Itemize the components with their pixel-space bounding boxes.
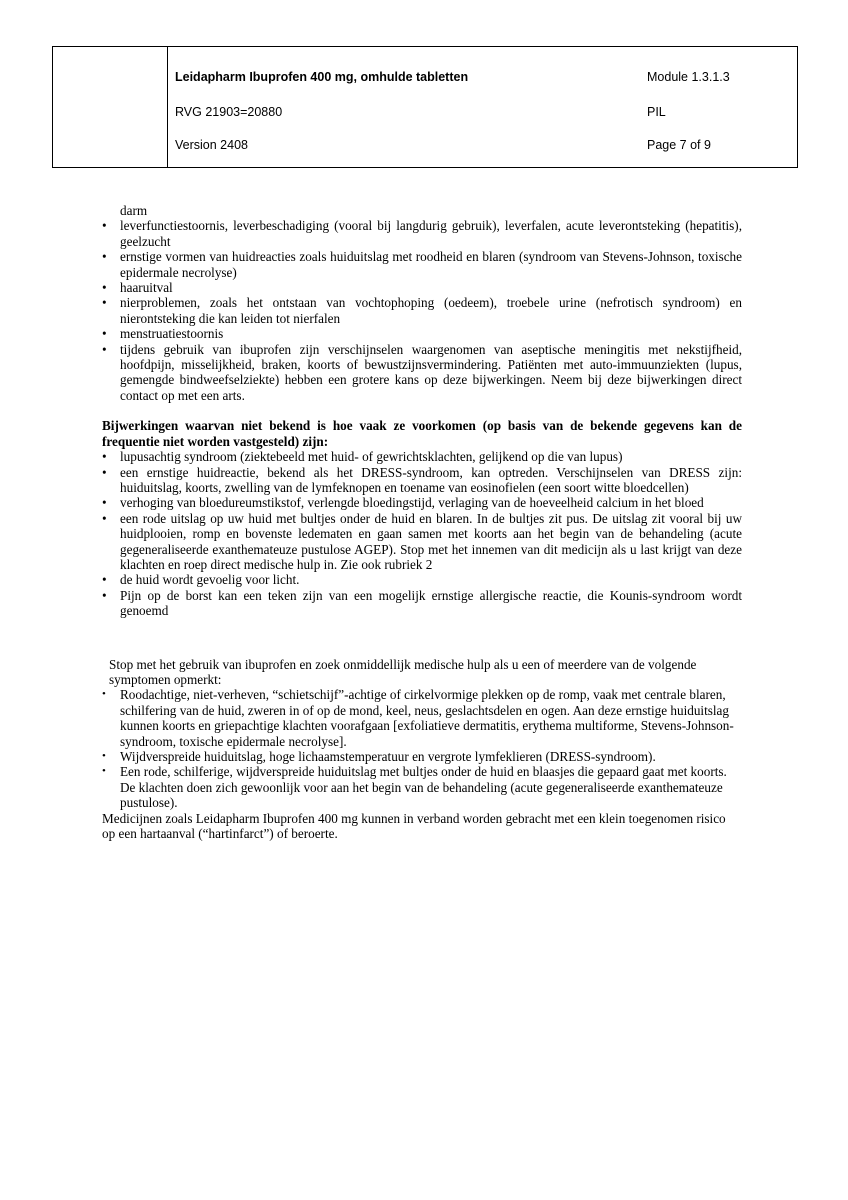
closing-paragraph: Medicijnen zoals Leidapharm Ibuprofen 400 mg kunnen in verband worden gebracht met een klein toegenomen risico op een hartaanval (“hartinfarct”) of beroerte. xyxy=(102,810,726,842)
side-effects-list-2 xyxy=(102,449,742,618)
list-item: • Roodachtige, niet-verheven, “schietschijf”-achtige of cirkelvormige plekken op de romp, vaak met centrale blaren, schilfering van de huid, zweren in of op de mond, keel, neus, geslachtsdelen en ogen. Aan deze ernstige huiduitslag kunnen koorts en griepachtige klachten voorafgaan [exfoliatieve dermatitis, erythema multiforme, Stevens-Johnson-syndroom, toxische epidermale necrolyse]. xyxy=(102,687,742,749)
document-body xyxy=(102,203,742,841)
continued-text: darm xyxy=(120,203,148,218)
list-item: • nierproblemen, zoals het ontstaan van vochtophoping (oedeem), troebele urine (nefrotisch syndroom) en nierontsteking die kan leiden tot nierfalen xyxy=(102,295,742,326)
rvg-number: RVG 21903=20880 xyxy=(175,105,283,119)
side-effects-list-1 xyxy=(102,218,742,403)
list-item: • Een rode, schilferige, wijdverspreide huiduitslag met bultjes onder de huid en blaasjes die gepaard gaat met koorts. De klachten doen zich gewoonlijk voor aan het begin van de behandeling (acute gegeneraliseerde exanthemateuze pustulose). xyxy=(102,764,742,810)
product-title: Leidapharm Ibuprofen 400 mg, omhulde tabletten xyxy=(175,70,469,84)
list-item: • een ernstige huidreactie, bekend als het DRESS-syndroom, kan optreden. Verschijnselen van DRESS zijn: huiduitslag, koorts, zwelling van de lymfeknopen en toename van eosinofielen (een soort witte bloedcellen) xyxy=(102,465,742,496)
document-type: PIL xyxy=(647,105,666,119)
stop-symptoms-list xyxy=(102,687,742,810)
list-item: • leverfunctiestoornis, leverbeschadiging (vooral bij langdurig gebruik), leverfalen, acute leverontsteking (hepatitis), geelzucht xyxy=(102,218,742,249)
list-item: • ernstige vormen van huidreacties zoals huiduitslag met roodheid en blaren (syndroom van Stevens-Johnson, toxische epidermale necrolyse) xyxy=(102,249,742,280)
list-item: • menstruatiestoornis xyxy=(102,326,742,341)
list-item: • de huid wordt gevoelig voor licht. xyxy=(102,572,742,587)
version-label: Version 2408 xyxy=(175,138,248,152)
header-logo-cell xyxy=(53,47,168,167)
module-label: Module 1.3.1.3 xyxy=(647,70,730,84)
list-item: • verhoging van bloedureumstikstof, verlengde bloedingstijd, verlaging van de hoeveelheid calcium in het bloed xyxy=(102,495,742,510)
document-header xyxy=(52,46,798,168)
stop-warning-block xyxy=(102,657,742,811)
list-item: • lupusachtig syndroom (ziektebeeld met huid- of gewrichtsklachten, gelijkend op die van lupus) xyxy=(102,449,742,464)
page-number: Page 7 of 9 xyxy=(647,138,711,152)
list-item: • een rode uitslag op uw huid met bultjes onder de huid en blaren. In de bultjes zit pus. De uitslag zit vooral bij uw huidplooien, romp en bovenste ledematen en gaan samen met koorts aan het begin van de behandeling (acute gegeneraliseerde exanthemateuze pustulose AGEP). Stop met het innemen van dit medicijn als u last krijgt van deze klachten en roep direct medische hulp in. Zie ook rubriek 2 xyxy=(102,511,742,573)
section-heading-unknown-frequency: Bijwerkingen waarvan niet bekend is hoe vaak ze voorkomen (op basis van de bekende gegevens kan de frequentie niet worden vastgesteld) zijn: xyxy=(102,418,742,449)
list-item: • Wijdverspreide huiduitslag, hoge lichaamstemperatuur en vergrote lymfeklieren (DRESS-syndroom). xyxy=(102,749,742,764)
stop-intro-text: Stop met het gebruik van ibuprofen en zoek onmiddellijk medische hulp als u een of meerdere van de volgende symptomen opmerkt: xyxy=(109,656,697,687)
list-item: • haaruitval xyxy=(102,280,742,295)
list-item: • Pijn op de borst kan een teken zijn van een mogelijk ernstige allergische reactie, die Kounis-syndroom wordt genoemd xyxy=(102,588,742,619)
list-item: • tijdens gebruik van ibuprofen zijn verschijnselen waargenomen van aseptische meningitis met nekstijfheid, hoofdpijn, misselijkheid, braken, koorts of bewustzijnsvermindering. Patiënten met auto-immuunziekten (lupus, gemengde bindweefselziekte) hebben een grotere kans op deze bijwerkingen. Neem bij deze bijwerkingen direct contact op met een arts. xyxy=(102,342,742,404)
